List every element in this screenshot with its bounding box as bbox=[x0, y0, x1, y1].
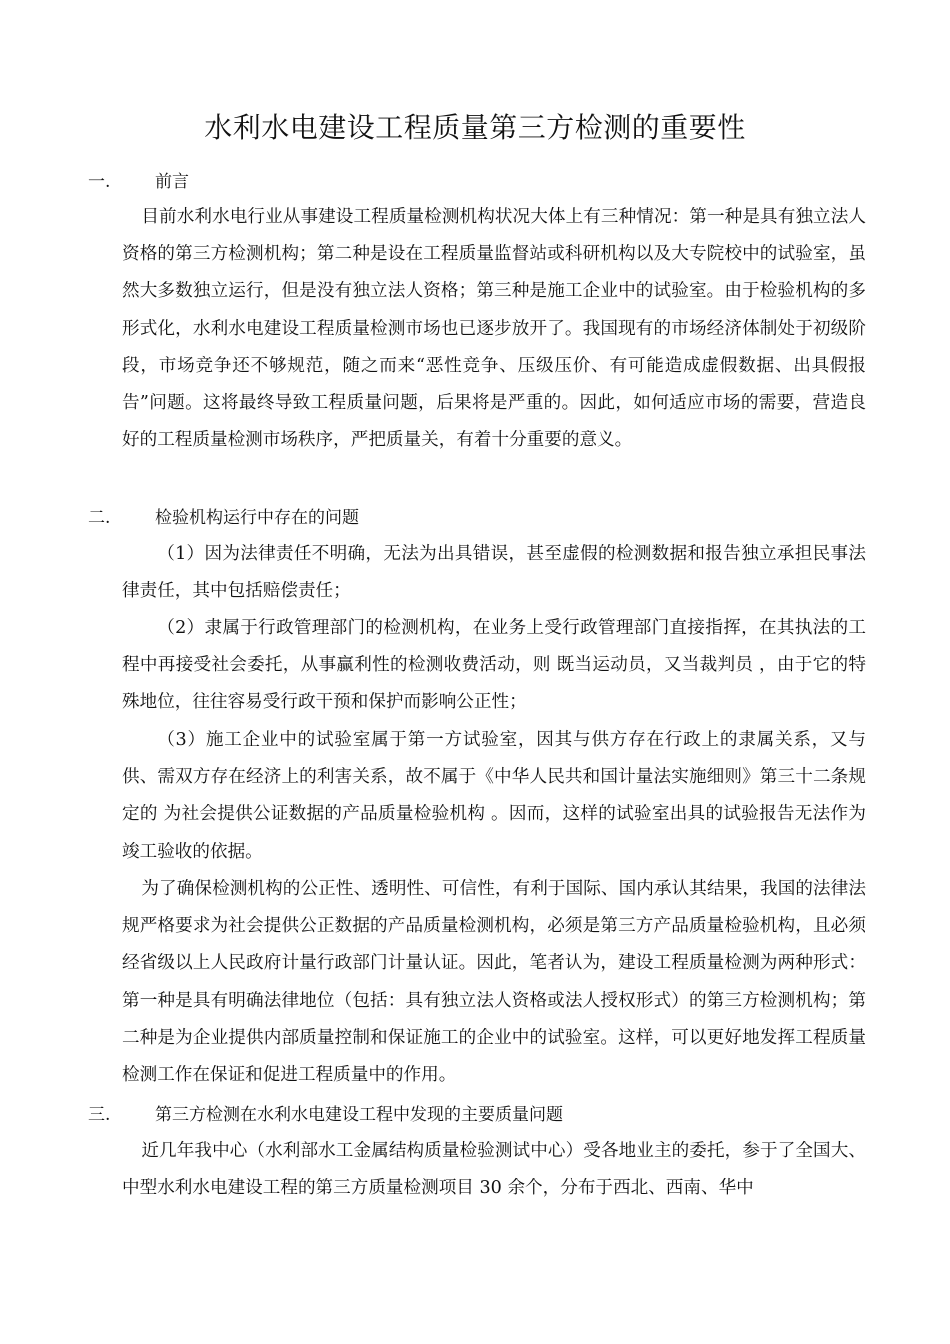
section-number: 三. bbox=[88, 1105, 111, 1125]
section-number: 一. bbox=[88, 172, 111, 192]
section-heading-3 bbox=[88, 1097, 563, 1133]
section-heading-1 bbox=[88, 164, 189, 200]
paragraph: 近几年我中心（水利部水工金属结构质量检验测试中心）受各地业主的委托，参于了全国大、中型水利水电建设工程的第三方质量检测项目 30 余个，分布于西北、西南、华中 bbox=[122, 1141, 866, 1199]
section-heading-2 bbox=[88, 500, 359, 536]
document-title: 水利水电建设工程质量第三方检测的重要性 bbox=[204, 111, 746, 144]
paragraph-item-2: （2）隶属于行政管理部门的检测机构，在业务上受行政管理部门直接指挥，在其执法的工程中再接受社会委托，从事赢利性的检测收费活动，则 既当运动员，又当裁判员 ，由于它的特殊地位，往往容易受行政干预和保护而影响公正性； bbox=[122, 618, 866, 713]
section-number: 二. bbox=[88, 508, 111, 528]
paragraph: 目前水利水电行业从事建设工程质量检测机构状况大体上有三种情况：第一种是具有独立法人资格的第三方检测机构；第二种是设在工程质量监督站或科研机构以及大专院校中的试验室，虽然大多数独立运行，但是没有独立法人资格；第三种是施工企业中的试验室。由于检验机构的多形式化，水利水电建设工程质量检测市场也已逐步放开了。我国现有的市场经济体制处于初级阶段，市场竞争还不够规范，随之而来“恶性竞争、压级压价、有可能造成虚假数据、出具假报告”问题。这将最终导致工程质量问题，后果将是严重的。因此，如何适应市场的需要，营造良好的工程质量检测市场秩序，严把质量关，有着十分重要的意义。 bbox=[122, 207, 866, 451]
section-title: 检验机构运行中存在的问题 bbox=[155, 508, 359, 528]
section-title: 第三方检测在水利水电建设工程中发现的主要质量问题 bbox=[155, 1105, 563, 1125]
paragraph-item-3: （3）施工企业中的试验室属于第一方试验室，因其与供方存在行政上的隶属关系，又与供、需双方存在经济上的利害关系，故不属于《中华人民共和国计量法实施细则》第三十二条规定的 为社会提供公证数据的产品质量检验机构 。因而，这样的试验室出具的试验报告无法作为竣工验收的依据。 bbox=[122, 730, 866, 862]
paragraph: 为了确保检测机构的公正性、透明性、可信性，有利于国际、国内承认其结果，我国的法律法规严格要求为社会提供公正数据的产品质量检测机构，必须是第三方产品质量检验机构，且必须经省级以上人民政府计量行政部门计量认证。因此，笔者认为，建设工程质量检测为两种形式：第一种是具有明确法律地位（包括：具有独立法人资格或法人授权形式）的第三方检测机构；第二种是为企业提供内部质量控制和保证施工的企业中的试验室。这样，可以更好地发挥工程质量检测工作在保证和促进工程质量中的作用。 bbox=[122, 879, 866, 1086]
paragraph-item-1: （1）因为法律责任不明确，无法为出具错误，甚至虚假的检测数据和报告独立承担民事法律责任，其中包括赔偿责任； bbox=[122, 544, 866, 602]
section-title: 前言 bbox=[155, 172, 189, 192]
